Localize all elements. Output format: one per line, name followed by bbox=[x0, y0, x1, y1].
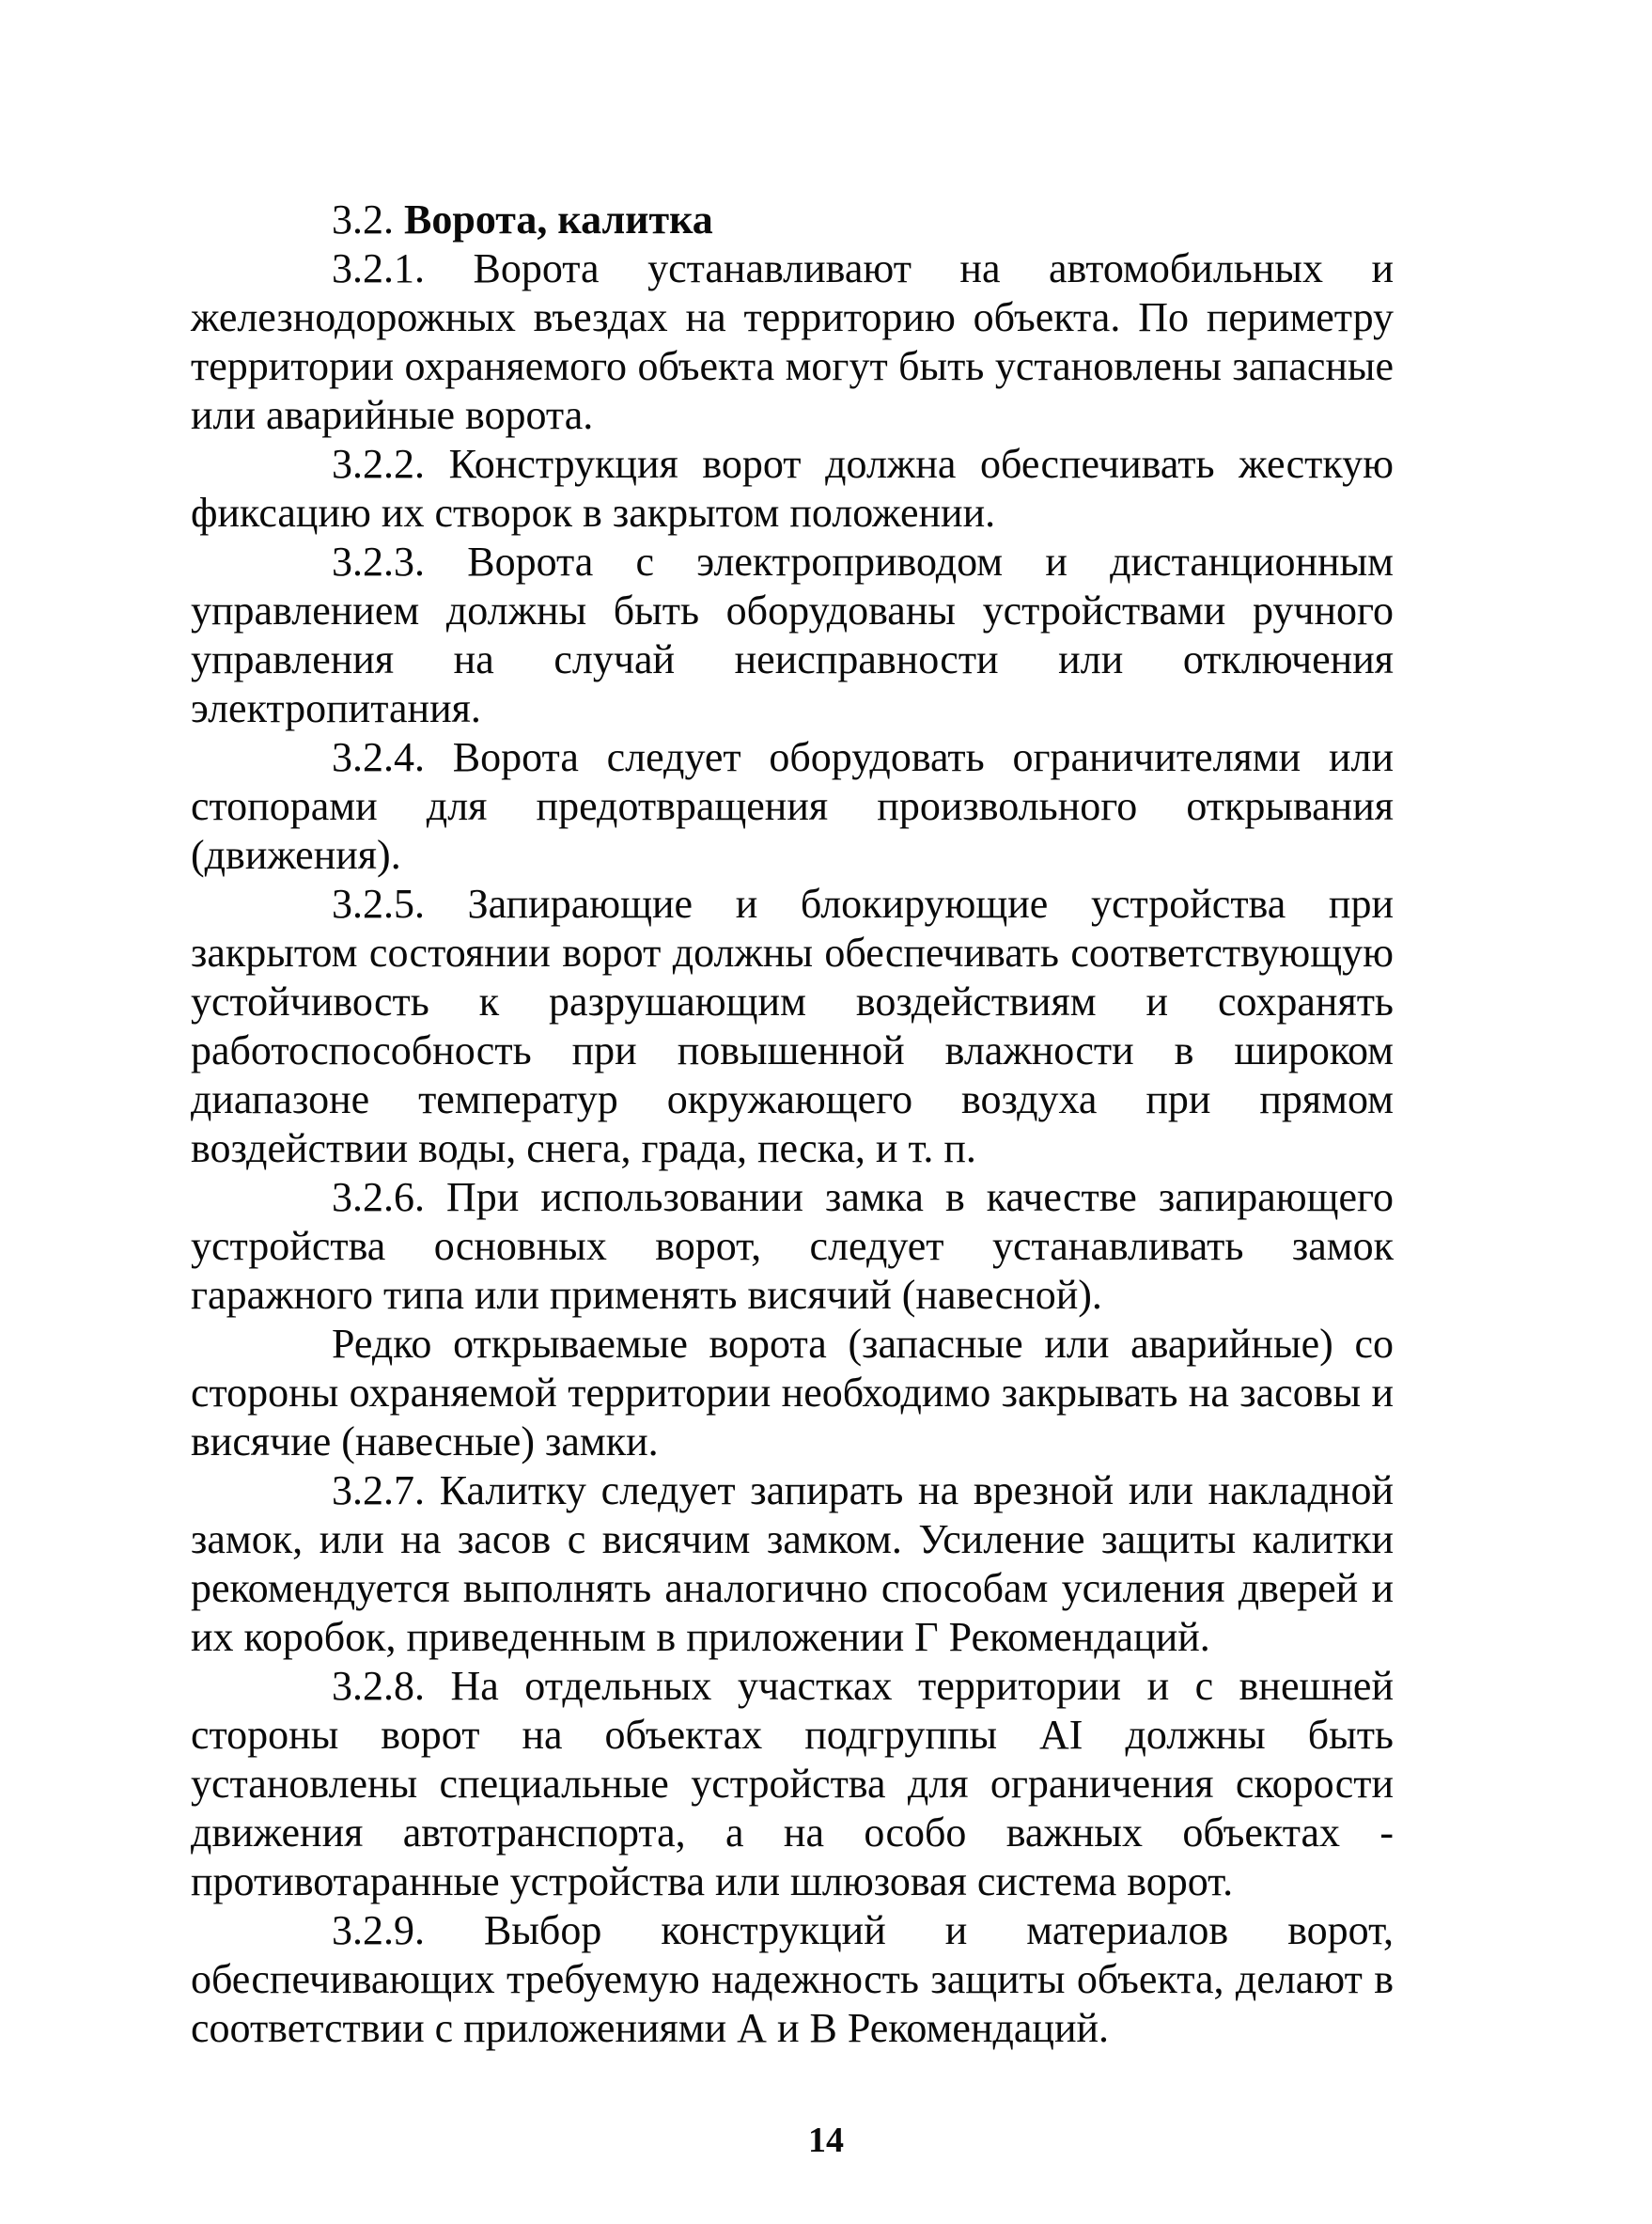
paragraph-number: 3.2.9. bbox=[332, 1907, 425, 1953]
paragraph-text: На отдельных участках территории и с внешней стороны ворот на объектах подгруппы АI должны быть установлены специальные устройства для ограничения скорости движения автотранспорта, а на особо важных объектах - противотаранные устройства или шлюзовая система ворот. bbox=[191, 1663, 1395, 1904]
paragraph-text: Выбор конструкций и материалов ворот, обеспечивающих требуемую надежность защиты объекта, делают в соответствии с приложениями А и В Рекомендаций. bbox=[191, 1907, 1395, 2051]
paragraph-3-2-8 bbox=[191, 1662, 1394, 1906]
page-number: 14 bbox=[808, 2121, 844, 2160]
paragraph-text: Конструкция ворот должна обеспечивать жесткую фиксацию их створок в закрытом положении. bbox=[191, 441, 1394, 536]
paragraph-3-2-3 bbox=[191, 538, 1394, 733]
paragraph-3-2-9 bbox=[191, 1906, 1394, 2053]
paragraph-3-2-2 bbox=[191, 440, 1394, 538]
paragraph-number: 3.2.5. bbox=[332, 881, 425, 927]
paragraph-number: 3.2.7. bbox=[332, 1467, 425, 1513]
paragraph-text: Ворота следует оборудовать ограничителями или стопорами для предотвращения произвольного открывания (движения). bbox=[191, 734, 1394, 878]
paragraph-number: 3.2.3. bbox=[332, 539, 425, 585]
paragraph-text: Ворота устанавливают на автомобильных и железнодорожных въездах на территорию объекта. По периметру территории охраняемого объекта могут быть установлены запасные или аварийные ворота. bbox=[191, 245, 1394, 438]
section-heading bbox=[191, 196, 1394, 244]
body-text bbox=[191, 196, 1394, 2053]
paragraph-number: 3.2.4. bbox=[332, 734, 425, 780]
paragraph-number: 3.2.1. bbox=[332, 245, 425, 291]
paragraph-number: 3.2.2. bbox=[332, 441, 425, 487]
paragraph-3-2-6 bbox=[191, 1173, 1394, 1320]
paragraph-text: Калитку следует запирать на врезной или накладной замок, или на засов с висячим замком. Усиление защиты калитки рекомендуется выполнять аналогично способам усиления дверей и их коробок, приведенным в приложении Г Рекомендаций. bbox=[191, 1467, 1394, 1660]
paragraph-3-2-7 bbox=[191, 1466, 1394, 1662]
paragraph-text: Редко открываемые ворота (запасные или аварийные) со стороны охраняемой территории необходимо закрывать на засовы и висячие (навесные) замки. bbox=[191, 1321, 1394, 1464]
paragraph-3-2-4 bbox=[191, 733, 1394, 880]
paragraph-text: Запирающие и блокирующие устройства при закрытом состоянии ворот должны обеспечивать соответствующую устойчивость к разрушающим воздействиям и сохранять работоспособность при повышенной влажности в широком диапазоне температур окружающего воздуха при прямом воздействии воды, снега, града, песка, и т. п. bbox=[191, 881, 1395, 1171]
paragraph-text: Ворота с электроприводом и дистанционным управлением должны быть оборудованы устройствами ручного управления на случай неисправности или отключения электропитания. bbox=[191, 539, 1395, 731]
paragraph-number: 3.2.6. bbox=[332, 1174, 425, 1220]
paragraph-3-2-1 bbox=[191, 244, 1394, 440]
paragraph-rarely-opened-gates bbox=[191, 1320, 1394, 1466]
section-title: Ворота, калитка bbox=[404, 196, 713, 243]
paragraph-number: 3.2.8. bbox=[332, 1663, 425, 1709]
section-number: 3.2. bbox=[332, 196, 394, 243]
paragraph-text: При использовании замка в качестве запирающего устройства основных ворот, следует устанавливать замок гаражного типа или применять висячий (навесной). bbox=[191, 1174, 1395, 1318]
paragraph-3-2-5 bbox=[191, 880, 1394, 1173]
